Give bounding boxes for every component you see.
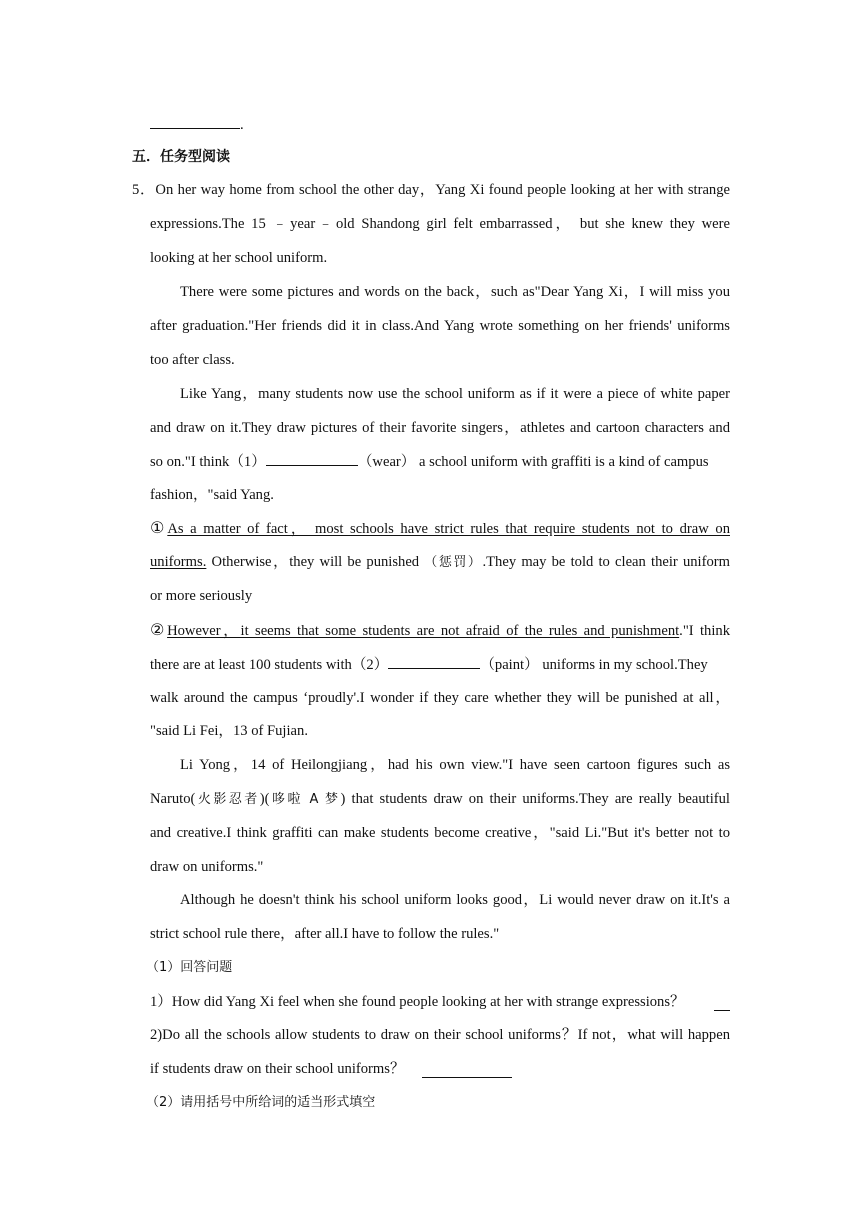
- section-heading: 五．任务型阅读: [132, 149, 230, 165]
- passage-line: and creative.I think graffiti can make students become creative，"said Li."But it's better not to: [150, 825, 730, 841]
- passage-line: strict school rule there，after all.I have to follow the rules.": [150, 926, 500, 942]
- part-1-label: （1）回答问题: [146, 960, 233, 975]
- passage-line: too after class.: [150, 352, 235, 368]
- part-2-label: （2）请用括号中所给词的适当形式填空: [146, 1095, 376, 1110]
- hint-paint: （paint）: [480, 657, 539, 673]
- blank-2-input[interactable]: [388, 654, 480, 669]
- question-2: 2)Do all the schools allow students to draw on their school uniforms？If not，what will happen: [150, 1027, 730, 1043]
- passage-line: Although he doesn't think his school uniform looks good，Li would never draw on it.It's a: [180, 892, 730, 908]
- passage-line: 5．On her way home from school the other day，Yang Xi found people looking at her with strange: [132, 182, 730, 198]
- passage-line: There were some pictures and words on the back，such as"Dear Yang Xi，I will miss you: [180, 284, 730, 300]
- passage-line: fashion，"said Yang.: [150, 487, 274, 503]
- passage-line: looking at her school uniform.: [150, 250, 328, 266]
- circled-one-mark: ①: [150, 518, 168, 537]
- passage-line: there are at least 100 students with（2） （paint） uniforms in my school.They: [150, 654, 730, 675]
- question-2-cont: if students draw on their school uniforms？: [150, 1059, 730, 1079]
- answer-blank-q2[interactable]: [422, 1063, 512, 1078]
- answer-blank-q1[interactable]: [714, 996, 730, 1011]
- answer-blank[interactable]: [150, 114, 240, 129]
- passage-line: or more seriously: [150, 588, 253, 604]
- question-1: 1）How did Yang Xi feel when she found people looking at her with strange expressions？: [150, 992, 730, 1012]
- passage-line: Naruto(火影忍者)(哆啦 A 梦) that students draw on their uniforms.They are really beautiful: [150, 791, 730, 807]
- passage-line: and draw on it.They draw pictures of their favorite singers，athletes and cartoon characters and: [150, 420, 730, 436]
- passage-line: uniforms. Otherwise，they will be punished （惩罚）.They may be told to clean their uniform: [150, 554, 730, 570]
- passage-line: draw on uniforms.": [150, 859, 264, 875]
- passage-line: so on."I think（1） （wear） a school uniform with graffiti is a kind of campus: [150, 451, 730, 472]
- hint-wear: （wear）: [357, 454, 416, 470]
- passage-line: walk around the campus ‘proudly'.I wonder if they care whether they will be punished at all，: [150, 690, 730, 706]
- passage-line: expressions.The 15 ﹣year﹣old Shandong girl felt embarrassed， but she knew they were: [150, 216, 730, 232]
- passage-line: "said Li Fei，13 of Fujian.: [150, 723, 308, 739]
- top-answer-line: .: [150, 114, 730, 135]
- blank-1-input[interactable]: [266, 451, 358, 466]
- underlined-sentence-2: ②However，it seems that some students are not afraid of the rules and punishment."I think: [150, 620, 730, 639]
- passage-line: Like Yang，many students now use the school uniform as if it were a piece of white paper: [180, 386, 730, 402]
- passage-line: after graduation."Her friends did it in class.And Yang wrote something on her friends' uniforms: [150, 318, 730, 334]
- passage-line: Li Yong，14 of Heilongjiang，had his own view."I have seen cartoon figures such as: [180, 757, 730, 773]
- question-number: 5．: [132, 182, 156, 198]
- underlined-sentence-1: ①As a matter of fact， most schools have strict rules that require students not to draw on: [150, 518, 730, 537]
- circled-two-mark: ②: [150, 620, 168, 639]
